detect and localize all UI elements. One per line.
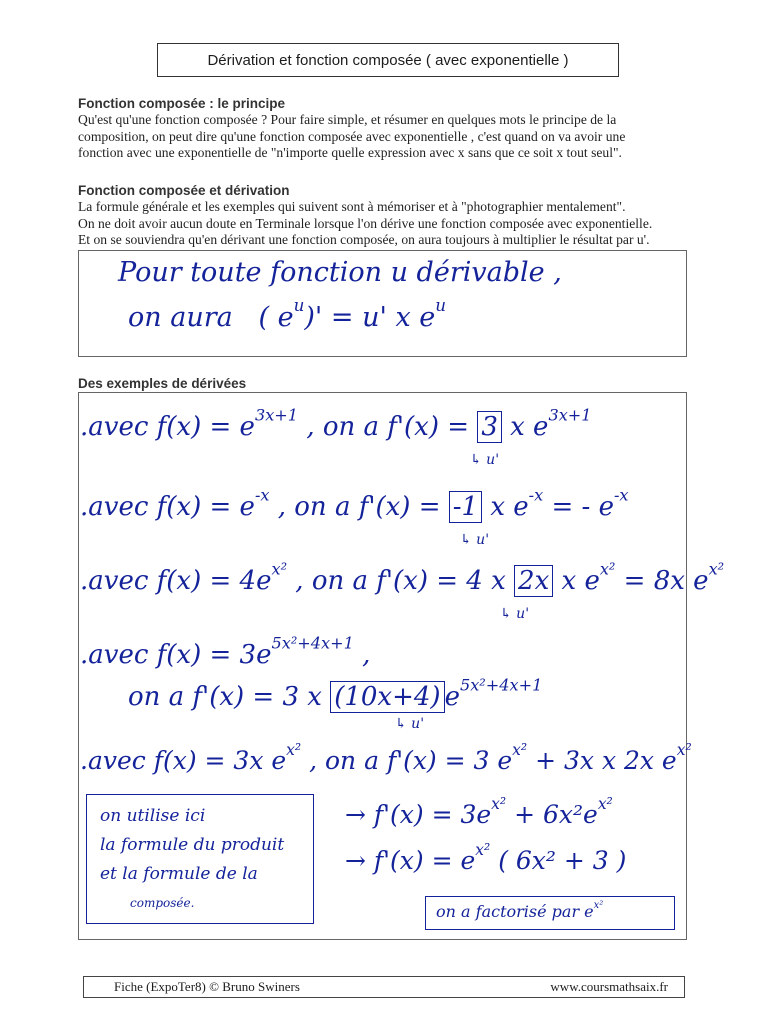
formula-part: , on a f'(x) = xyxy=(277,492,441,522)
section-principe-text xyxy=(78,112,625,162)
example-5 xyxy=(80,741,692,775)
u-prime-label: ↳ u' xyxy=(395,716,425,732)
example-5-step-2 xyxy=(345,841,627,875)
example-1 xyxy=(80,405,592,442)
rule-line-1: Pour toute fonction u dérivable , xyxy=(118,257,562,288)
formula-part: → f'(x) = e xyxy=(345,846,476,875)
rule-prefix: on aura xyxy=(128,302,233,333)
note-line: on a factorisé par e xyxy=(436,902,594,921)
formula-part: ( e xyxy=(258,302,294,333)
section-heading-exemples: Des exemples de dérivées xyxy=(78,376,247,391)
formula-part: + 6x²e xyxy=(514,800,598,829)
paragraph-line: fonction avec une exponentielle de "n'importe quelle expression avec x sans que ce soit x tout seul". xyxy=(78,145,622,160)
example-3 xyxy=(80,559,725,596)
formula-part: x e xyxy=(561,566,600,596)
formula-part: , on a f'(x) = 4 x xyxy=(295,566,506,596)
footer-credit: Fiche (ExpoTer8) © Bruno Swiners xyxy=(114,979,300,994)
note-factorisation-text xyxy=(436,902,603,921)
formula-exponent: x² xyxy=(512,741,528,760)
formula-part: + 3x x 2x e xyxy=(535,746,677,775)
formula-part: .avec f(x) = 3e xyxy=(80,640,272,670)
example-4-line-2 xyxy=(128,675,543,712)
note-line: la formule du produit xyxy=(100,835,285,855)
paragraph-line: Qu'est qu'une fonction composée ? Pour faire simple, et résumer en quelques mots le principe de la xyxy=(78,112,617,127)
u-prime-box: 3 xyxy=(477,411,502,443)
formula-exponent: x² xyxy=(597,795,613,814)
formula-exponent: x² xyxy=(475,841,491,860)
u-prime-box: (10x+4) xyxy=(330,681,444,713)
note-line: et la formule de la xyxy=(100,864,258,884)
formula-exponent: x² xyxy=(491,795,507,814)
note-line: composée. xyxy=(130,896,195,910)
formula-part: ( 6x² + 3 ) xyxy=(498,846,627,875)
u-prime-box: 2x xyxy=(514,565,553,597)
section-heading-derivation: Fonction composée et dérivation xyxy=(78,183,290,198)
rule-formula xyxy=(258,294,447,333)
formula-part: x e xyxy=(510,412,549,442)
formula-part: .avec f(x) = e xyxy=(80,492,255,522)
note-product-rule-text xyxy=(100,802,284,918)
formula-exponent: x² xyxy=(676,741,692,760)
example-5-step-1 xyxy=(345,795,613,829)
formula-exponent: -x xyxy=(613,485,629,505)
formula-part: .avec f(x) = 3x e xyxy=(80,746,287,775)
page-title: Dérivation et fonction composée ( avec exponentielle ) xyxy=(157,43,619,77)
formula-part: )' = u' x e xyxy=(304,302,436,333)
formula-part: x e xyxy=(490,492,529,522)
formula-exponent: x² xyxy=(593,900,604,912)
formula-exponent: 5x²+4x+1 xyxy=(271,633,354,653)
formula-exponent: -x xyxy=(254,485,270,505)
footer xyxy=(83,976,685,998)
formula-part: e xyxy=(444,682,460,712)
formula-exponent: x² xyxy=(286,741,302,760)
formula-exponent: 3x+1 xyxy=(254,405,299,425)
footer-website: www.coursmathsaix.fr xyxy=(550,979,668,994)
formula-part: , on a f'(x) = xyxy=(306,412,470,442)
formula-exponent: -x xyxy=(528,485,544,505)
formula-part: on a f'(x) = 3 x xyxy=(128,682,322,712)
formula-part: , xyxy=(362,640,371,670)
formula-part: = - e xyxy=(551,492,614,522)
section-derivation-text xyxy=(78,199,652,249)
formula-exponent: x² xyxy=(599,559,616,579)
u-prime-box: -1 xyxy=(449,491,482,523)
example-2 xyxy=(80,485,629,522)
formula-exponent: 5x²+4x+1 xyxy=(459,675,543,695)
section-heading-principe: Fonction composée : le principe xyxy=(78,96,286,111)
example-4 xyxy=(80,633,371,670)
paragraph-line: On ne doit avoir aucun doute en Terminale lorsque l'on dérive une fonction composée avec exponentielle. xyxy=(78,215,653,231)
u-prime-label: ↳ u' xyxy=(460,532,490,548)
rule-line-2 xyxy=(128,294,447,333)
formula-part: = 8x e xyxy=(623,566,709,596)
formula-exponent: 3x+1 xyxy=(548,405,592,425)
note-line: on utilise ici xyxy=(100,806,206,826)
formula-exponent: u xyxy=(435,294,447,315)
formula-exponent: x² xyxy=(271,559,288,579)
paragraph-line: composition, on peut dire qu'une fonction composée avec exponentielle , c'est quand on va avoir une xyxy=(78,128,626,144)
formula-part: , on a f'(x) = 3 e xyxy=(309,746,513,775)
paragraph-line: La formule générale et les exemples qui suivent sont à mémoriser et à "photographier mentalement". xyxy=(78,199,626,214)
paragraph-line: Et on se souviendra qu'en dérivant une fonction composée, on aura toujours à multiplier le résultat par u'. xyxy=(78,232,650,247)
formula-exponent: x² xyxy=(708,559,725,579)
u-prime-label: ↳ u' xyxy=(470,452,500,468)
formula-part: .avec f(x) = e xyxy=(80,412,255,442)
formula-part: → f'(x) = 3e xyxy=(345,800,492,829)
u-prime-label: ↳ u' xyxy=(500,606,530,622)
formula-part: .avec f(x) = 4e xyxy=(80,566,272,596)
formula-exponent: u xyxy=(293,294,305,315)
